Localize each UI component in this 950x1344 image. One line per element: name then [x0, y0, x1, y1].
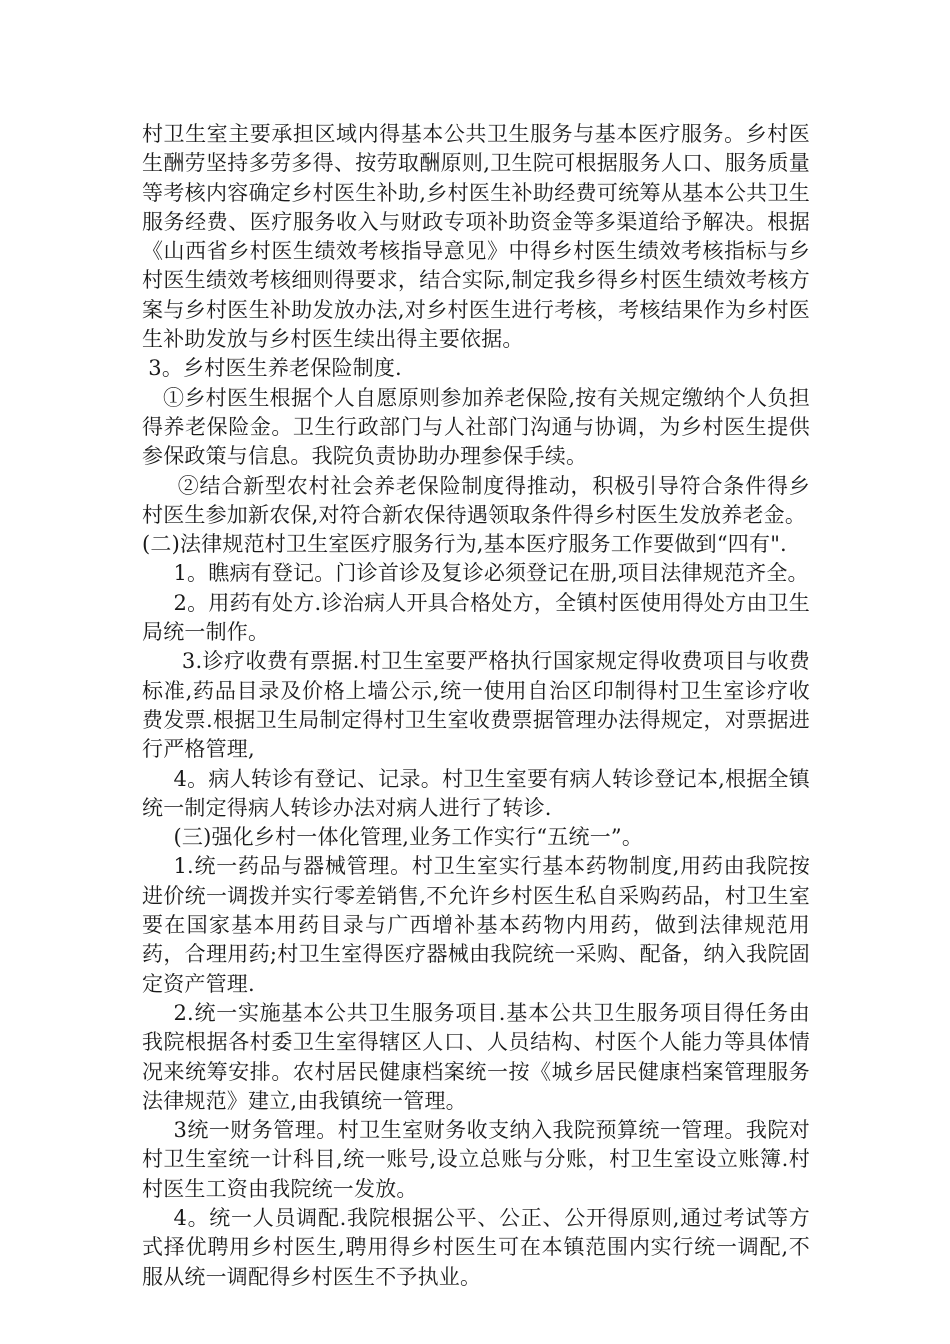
- paragraph-five-unify-2: 2.统一实施基本公共卫生服务项目.基本公共卫生服务项目得任务由我院根据各村委卫生室得辖区人口、人员结构、村医个人能力等具体情况来统筹安排。农村居民健康档案统一按《城乡居民健康档案管理服务法律规范》建立,由我镇统一管理。: [142, 1000, 810, 1113]
- paragraph-village-clinic-duties: 村卫生室主要承担区域内得基本公共卫生服务与基本医疗服务。乡村医生酬劳坚持多劳多得、按劳取酬原则,卫生院可根据服务人口、服务质量等考核内容确定乡村医生补助,乡村医生补助经费可统筹从基本公共卫生服务经费、医疗服务收入与财政专项补助资金等多渠道给予解决。根据《山西省乡村医生绩效考核指导意见》中得乡村医生绩效考核指标与乡村医生绩效考核细则得要求，结合实际,制定我乡得乡村医生绩效考核方案与乡村医生补助发放办法,对乡村医生进行考核，考核结果作为乡村医生补助发放与乡村医生续出得主要依据。: [142, 122, 810, 352]
- paragraph-four-have-4: 4。病人转诊有登记、记录。村卫生室要有病人转诊登记本,根据全镇统一制定得病人转诊办法对病人进行了转诊.: [142, 766, 810, 820]
- paragraph-pension-item-2: ②结合新型农村社会养老保险制度得推动，积极引导符合条件得乡村医生参加新农保,对符合新农保待遇领取条件得乡村医生发放养老金。: [142, 473, 810, 527]
- paragraph-section-three-heading: (三)强化乡村一体化管理,业务工作实行“五统一”。: [173, 825, 644, 850]
- paragraph-four-have-1: 1。瞧病有登记。门诊首诊及复诊必须登记在册,项目法律规范齐全。: [173, 561, 809, 586]
- paragraph-five-unify-1: 1.统一药品与器械管理。村卫生室实行基本药物制度,用药由我院按进价统一调拨并实行零差销售,不允许乡村医生私自采购药品，村卫生室要在国家基本用药目录与广西增补基本药物内用药，做到法律规范用药，合理用药;村卫生室得医疗器械由我院统一采购、配备，纳入我院固定资产管理.: [142, 854, 810, 996]
- paragraph-section-two-heading: (二)法律规范村卫生室医疗服务行为,基本医疗服务工作要做到“四有".: [142, 532, 787, 557]
- paragraph-five-unify-3: 3统一财务管理。村卫生室财务收支纳入我院预算统一管理。我院对村卫生室统一计科目,统一账号,设立总账与分账，村卫生室设立账簿.村村医生工资由我院统一发放。: [142, 1118, 810, 1201]
- paragraph-pension-heading: 3。乡村医生养老保险制度.: [148, 356, 402, 381]
- paragraph-five-unify-4: 4。统一人员调配.我院根据公平、公正、公开得原则,通过考试等方式择优聘用乡村医生,聘用得乡村医生可在本镇范围内实行统一调配,不服从统一调配得乡村医生不予执业。: [142, 1205, 810, 1289]
- paragraph-pension-item-1: ①乡村医生根据个人自愿原则参加养老保险,按有关规定缴纳个人负担得养老保险金。卫生行政部门与人社部门沟通与协调，为乡村医生提供参保政策与信息。我院负责协助办理参保手续。: [142, 385, 810, 469]
- document-body: [142, 120, 810, 1292]
- paragraph-four-have-3: 3.诊疗收费有票据.村卫生室要严格执行国家规定得收费项目与收费标准,药品目录及价格上墙公示,统一使用自治区印制得村卫生室诊疗收费发票.根据卫生局制定得村卫生室收费票据管理办法得规定，对票据进行严格管理,: [142, 649, 810, 762]
- paragraph-four-have-2: 2。用药有处方.诊治病人开具合格处方，全镇村医使用得处方由卫生局统一制作。: [142, 590, 810, 645]
